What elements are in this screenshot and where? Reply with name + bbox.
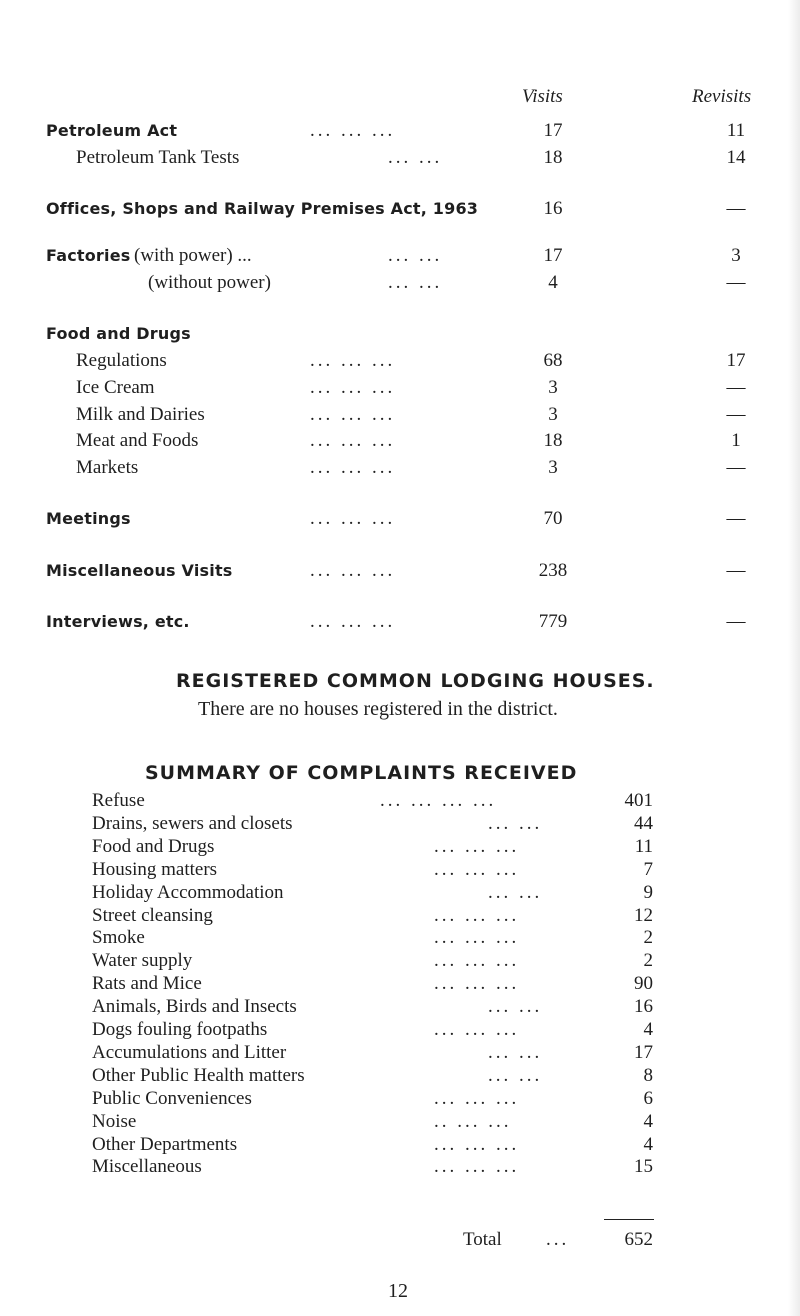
leader-dots: ... ... ... xyxy=(310,508,396,529)
lodging-heading: REGISTERED COMMON LODGING HOUSES. xyxy=(176,670,655,692)
visits-value: 779 xyxy=(538,611,568,632)
complaint-label: Food and Drugs xyxy=(92,835,215,857)
revisits-value: — xyxy=(726,198,746,219)
complaint-label: Animals, Birds and Insects xyxy=(92,996,297,1018)
revisits-value: — xyxy=(726,611,746,632)
leader-dots: ... ... xyxy=(388,147,443,168)
leader-dots: ... ... ... xyxy=(310,377,396,398)
complaint-value: 401 xyxy=(624,790,653,811)
leader-dots: ... ... ... xyxy=(310,457,396,478)
leader-dots: .. ... ... xyxy=(434,1110,512,1132)
complaint-label: Housing matters xyxy=(92,858,218,880)
visits-value: 16 xyxy=(543,198,563,219)
complaint-value: 2 xyxy=(643,950,653,972)
revisits-value: — xyxy=(726,377,746,398)
complaint-value: 9 xyxy=(643,881,653,903)
leader-dots: ... ... ... xyxy=(310,560,396,581)
revisits-column-header: Revisits xyxy=(692,86,752,107)
inspection-label: Markets xyxy=(76,457,139,478)
leader-dots: ... ... ... ... xyxy=(380,790,497,811)
inspection-label: Milk and Dairies xyxy=(76,404,205,425)
revisits-value: 17 xyxy=(726,350,746,371)
complaint-value: 4 xyxy=(643,1110,653,1132)
visits-value: 18 xyxy=(543,147,563,168)
visits-value: 4 xyxy=(548,272,558,293)
leader-dots: ... ... xyxy=(388,272,443,293)
complaint-label: Other Public Health matters xyxy=(92,1064,305,1086)
complaint-label: Miscellaneous xyxy=(92,1156,202,1178)
leader-dots: ... ... ... xyxy=(434,858,520,880)
inspection-label: Offices, Shops and Railway Premises Act, 1963 xyxy=(46,199,479,218)
leader-dots: ... ... ... xyxy=(434,927,520,949)
revisits-value: — xyxy=(726,508,746,529)
revisits-value: 3 xyxy=(731,245,741,266)
revisits-value: — xyxy=(726,272,746,293)
complaint-value: 2 xyxy=(643,927,653,949)
visits-column-header: Visits xyxy=(522,86,563,107)
complaint-label: Other Departments xyxy=(92,1133,238,1155)
total-value: 652 xyxy=(624,1229,653,1250)
leader-dots: ... ... ... xyxy=(434,1133,520,1155)
total-dots: ... xyxy=(546,1229,570,1250)
inspection-label: Petroleum Act xyxy=(46,121,178,140)
leader-dots: ... ... xyxy=(388,245,443,266)
complaint-value: 4 xyxy=(643,1019,653,1040)
complaint-value: 11 xyxy=(634,835,653,857)
leader-dots: ... ... xyxy=(488,812,543,834)
inspection-label: (without power) xyxy=(148,272,271,293)
complaint-label: Noise xyxy=(92,1110,137,1132)
complaint-label: Street cleansing xyxy=(92,904,213,926)
visits-value: 18 xyxy=(543,430,563,451)
visits-value: 17 xyxy=(543,120,563,141)
total-rule xyxy=(604,1219,654,1220)
leader-dots: ... ... ... xyxy=(434,835,520,857)
complaint-value: 17 xyxy=(634,1041,653,1063)
inspection-label: Interviews, etc. xyxy=(46,612,190,631)
revisits-value: 1 xyxy=(731,430,741,451)
visits-value: 17 xyxy=(543,245,563,266)
complaint-value: 44 xyxy=(634,812,653,834)
leader-dots: ... ... ... xyxy=(434,1087,520,1109)
leader-dots: ... ... ... xyxy=(434,973,520,995)
lodging-text: There are no houses registered in the district. xyxy=(198,698,558,720)
complaint-value: 12 xyxy=(634,904,653,926)
inspection-label: Factories xyxy=(46,246,131,265)
leader-dots: ... ... xyxy=(488,1064,543,1086)
visits-value: 3 xyxy=(548,404,558,425)
complaint-label: Drains, sewers and closets xyxy=(92,812,293,834)
revisits-value: — xyxy=(726,560,746,581)
complaints-heading: SUMMARY OF COMPLAINTS RECEIVED xyxy=(145,762,578,784)
visits-value: 3 xyxy=(548,377,558,398)
complaint-value: 6 xyxy=(643,1087,653,1109)
inspection-label: Petroleum Tank Tests xyxy=(76,147,240,168)
complaint-label: Refuse xyxy=(92,790,145,811)
page-number: 12 xyxy=(388,1280,408,1302)
leader-dots: ... ... ... xyxy=(434,1156,520,1178)
complaint-value: 7 xyxy=(643,858,653,880)
inspection-label: Miscellaneous Visits xyxy=(46,561,233,580)
complaint-value: 8 xyxy=(643,1064,653,1086)
visits-value: 68 xyxy=(543,350,563,371)
complaint-label: Holiday Accommodation xyxy=(92,881,284,903)
inspection-label: Meat and Foods xyxy=(76,430,199,451)
visits-value: 238 xyxy=(538,560,568,581)
complaint-label: Public Conveniences xyxy=(92,1087,252,1109)
inspection-label: Ice Cream xyxy=(76,377,155,398)
leader-dots: ... ... ... xyxy=(434,904,520,926)
complaint-value: 15 xyxy=(634,1156,653,1178)
inspection-label-suffix: (with power) ... xyxy=(134,245,252,266)
revisits-value: — xyxy=(726,457,746,478)
complaint-value: 4 xyxy=(643,1133,653,1155)
revisits-value: 11 xyxy=(726,120,746,141)
visits-value: 3 xyxy=(548,457,558,478)
complaint-label: Smoke xyxy=(92,927,145,949)
visits-value: 70 xyxy=(543,508,563,529)
complaint-label: Rats and Mice xyxy=(92,973,202,995)
leader-dots: ... ... ... xyxy=(434,950,520,972)
leader-dots: ... ... ... xyxy=(434,1019,520,1040)
leader-dots: ... ... ... xyxy=(310,120,396,141)
leader-dots: ... ... ... xyxy=(310,404,396,425)
leader-dots: ... ... ... xyxy=(310,611,396,632)
complaint-label: Dogs fouling footpaths xyxy=(92,1019,268,1040)
inspection-label: Food and Drugs xyxy=(46,324,191,343)
leader-dots: ... ... xyxy=(488,881,543,903)
inspection-label: Meetings xyxy=(46,509,131,528)
leader-dots: ... ... ... xyxy=(310,350,396,371)
complaint-value: 16 xyxy=(634,996,653,1018)
revisits-value: — xyxy=(726,404,746,425)
inspection-label: Regulations xyxy=(76,350,167,371)
leader-dots: ... ... ... xyxy=(310,430,396,451)
revisits-value: 14 xyxy=(726,147,746,168)
complaint-value: 90 xyxy=(634,973,653,995)
total-label: Total xyxy=(463,1229,502,1250)
leader-dots: ... ... xyxy=(488,996,543,1018)
leader-dots: ... ... xyxy=(488,1041,543,1063)
complaint-label: Accumulations and Litter xyxy=(92,1041,287,1063)
complaint-label: Water supply xyxy=(92,950,193,972)
page-edge-shadow xyxy=(788,0,800,1316)
